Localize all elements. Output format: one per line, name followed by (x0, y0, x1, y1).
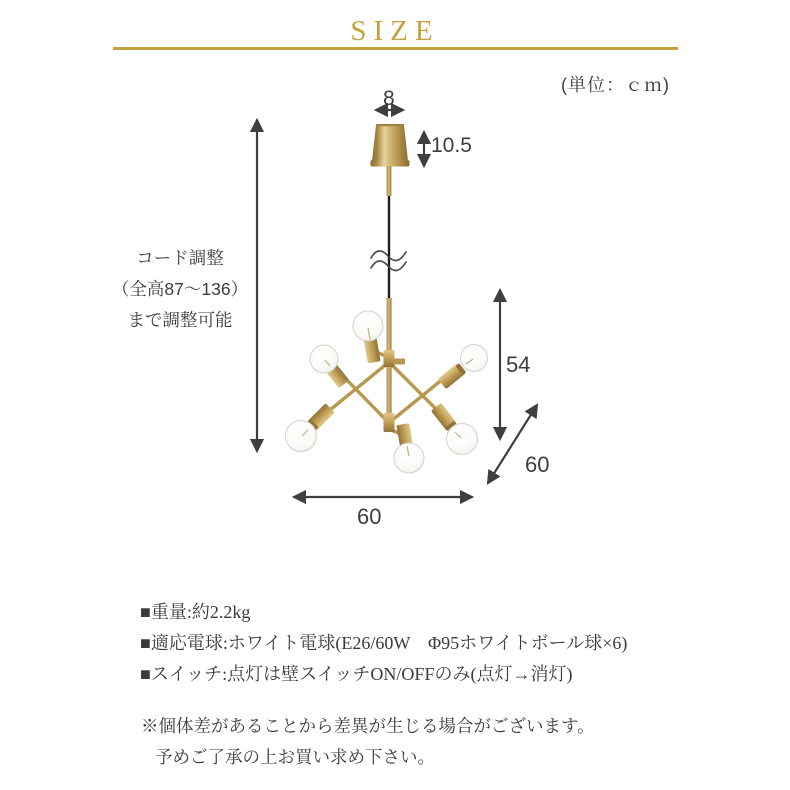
product-specs (140, 597, 700, 690)
ceiling-canopy (371, 124, 410, 167)
spec-switch: ■スイッチ:点灯は壁スイッチON/OFFのみ(点灯→消灯) (140, 664, 573, 684)
page-title: SIZE (350, 15, 440, 47)
lower-hub (384, 413, 395, 432)
spec-weight: ■重量:約2.2kg (140, 602, 251, 622)
dim-label-top-width: 8 (383, 87, 395, 110)
chandelier-illustration (286, 124, 488, 473)
cord-note-line3: まで調整可能 (127, 310, 233, 330)
unit-note: (単位：ｃｍ) (561, 75, 670, 95)
dim-label-canopy-height: 10.5 (431, 134, 472, 157)
cord-note-line1: コード調整 (136, 248, 224, 268)
dim-label-fixture-height: 54 (506, 352, 531, 377)
disclaimer-line1: ※個体差があることから差異が生じる場合がございます。 (141, 716, 595, 736)
canopy-stem (387, 166, 392, 196)
cord-adjust-note (90, 243, 270, 336)
dim-label-width: 60 (357, 504, 382, 529)
upper-hub (384, 350, 395, 367)
cord-note-line2: （全高87〜136） (111, 279, 249, 299)
disclaimer-line2: 予めご了承の上お買い求め下さい。 (155, 747, 435, 767)
spec-bulb: ■適応電球:ホワイト電球(E26/60W Φ95ホワイトボール球×6) (140, 633, 628, 653)
dim-label-depth: 60 (525, 452, 550, 477)
hub-stub (393, 359, 405, 365)
light-bulbs (286, 311, 488, 473)
disclaimer-notes (141, 711, 701, 773)
